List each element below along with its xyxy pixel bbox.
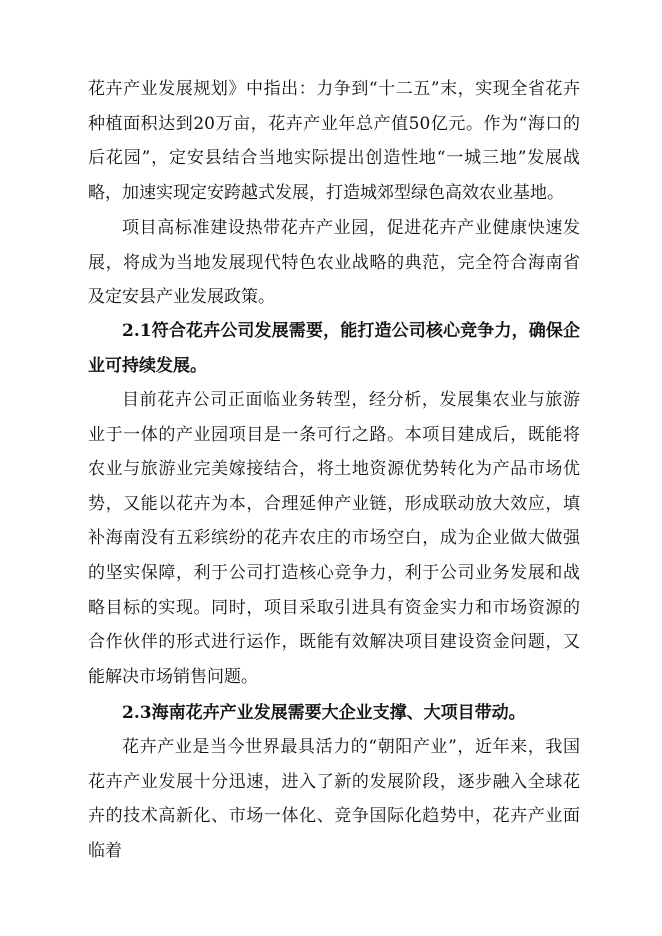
paragraph-flower-industry: 花卉产业是当今世界最具活力的“朝阳产业”，近年来，我国花卉产业发展十分迅速，进入了新的发展阶段，逐步融入全球花卉的技术高新化、市场一体化、竞争国际化趋势中，花卉产业面临着 [88, 737, 580, 861]
paragraph-project-policy: 项目高标准建设热带花卉产业园，促进花卉产业健康快速发展，将成为当地发展现代特色农业战略的典范，完全符合海南省及定安县产业发展政策。 [88, 218, 580, 308]
section-heading-2-1: 2.1符合花卉公司发展需要，能打造公司核心竞争力，确保企业可持续发展。 [88, 321, 580, 376]
paragraph-planning-goals: 花卉产业发展规划》中指出：力争到“十二五”末，实现全省花卉种植面积达到20万亩，花卉产业年总产值50亿元。作为“海口的后花园”，定安县结合当地实际提出创造性地“一城三地”发展战略，加速实现定安跨越式发展，打造城郊型绿色高效农业基地。 [88, 79, 580, 203]
section-heading-2-3: 2.3海南花卉产业发展需要大企业支撑、大项目带动。 [122, 703, 526, 723]
paragraph-company-transformation: 目前花卉公司正面临业务转型，经分析，发展集农业与旅游业于一体的产业园项目是一条可行之路。本项目建成后，既能将农业与旅游业完美嫁接结合，将土地资源优势转化为产品市场优势，又能以花卉为本，合理延伸产业链，形成联动放大效应，填补海南没有五彩缤纷的花卉农庄的市场空白，成为企业做大做强的坚实保障，利于公司打造核心竞争力，利于公司业务发展和战略目标的实现。同时，项目采取引进具有资金实力和市场资源的合作伙伴的形式进行运作，既能有效解决项目建设资金问题，又能解决市场销售问题。 [88, 390, 580, 687]
